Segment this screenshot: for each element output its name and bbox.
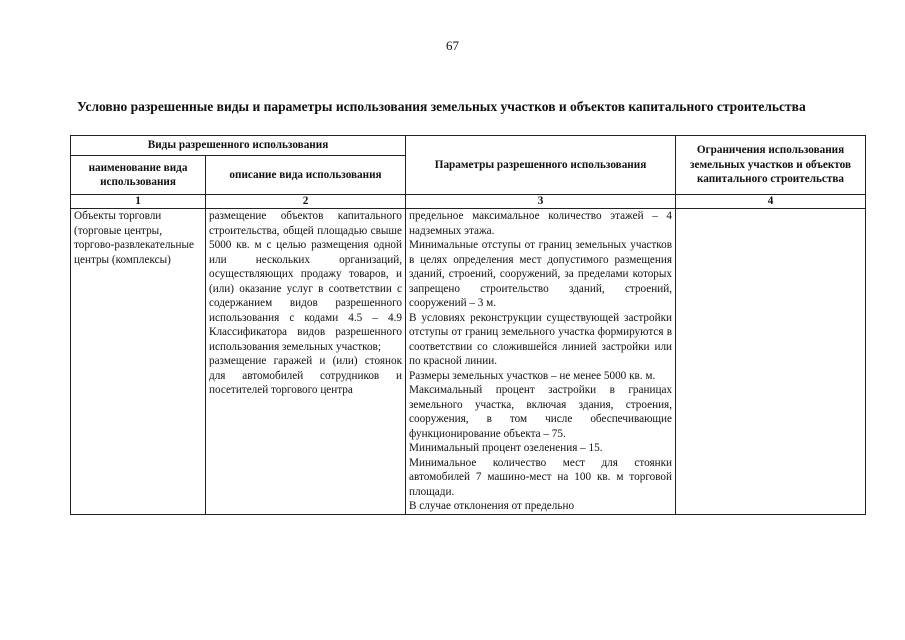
description-paragraph: размещение объектов капитального строительства, общей площадью свыше 5000 кв. м с целью размещения одной или нескольких организаций, осуществляющих продажу товаров, и (или) оказание услуг в соответствии с содержанием видов разрешенного использования с кодами 4.5 – 4.9 Классификатора видов разрешенного использования земельных участков; <box>209 210 403 353</box>
param-paragraph: Минимальные отступы от границ земельных участков в целях определения мест допустимого размещения зданий, строений, сооружений, за пределами которых запрещено строительство зданий, строений, сооружений – 3 м. <box>409 239 673 309</box>
limits-cell <box>676 209 866 515</box>
col-number-2: 2 <box>206 195 406 209</box>
header-params: Параметры разрешенного использования <box>406 136 676 195</box>
param-paragraph: Минимальный процент озеленения – 15. <box>409 442 603 454</box>
document-title: Условно разрешенные виды и параметры использования земельных участков и объектов капитального строительства <box>77 99 806 114</box>
header-use-description: описание вида использования <box>206 156 406 195</box>
col-number-3: 3 <box>406 195 676 209</box>
param-paragraph: Максимальный процент застройки в границах земельного участка, включая здания, строения, сооружения, в том числе обеспечивающие функционирование объекта – 75. <box>409 384 673 440</box>
param-paragraph: Размеры земельных участков – не менее 5000 кв. м. <box>409 369 656 382</box>
header-limits: Ограничения использования земельных участков и объектов капитального строительства <box>676 136 866 195</box>
param-paragraph: В случае отклонения от предельно <box>409 500 575 512</box>
page-number: 67 <box>446 38 459 53</box>
col-number-1: 1 <box>71 195 206 209</box>
col-number-4: 4 <box>676 195 866 209</box>
param-paragraph: В условиях реконструкции существующей застройки отступы от границ земельного участка формируются в соответствии со сложившейся линией застройки или по красной линии. <box>409 311 673 367</box>
param-paragraph: Минимальное количество мест для стоянки автомобилей 7 машино-мест на 100 кв. м торговой площади. <box>409 456 673 498</box>
param-paragraph: предельное максимальное количество этажей – 4 надземных этажа. <box>409 210 673 237</box>
description-paragraph: размещение гаражей и (или) стоянок для автомобилей сотрудников и посетителей торгового центра <box>209 355 403 396</box>
params-cell <box>406 209 676 515</box>
header-use-name: наименование вида использования <box>71 156 206 195</box>
regulations-table <box>70 135 866 515</box>
use-name-cell: Объекты торговли (торговые центры, торгово-развлекательные центры (комплексы) <box>71 209 206 515</box>
use-description-cell <box>206 209 406 515</box>
group-header-permitted-use: Виды разрешенного использования <box>71 136 406 156</box>
table-row <box>71 209 866 515</box>
